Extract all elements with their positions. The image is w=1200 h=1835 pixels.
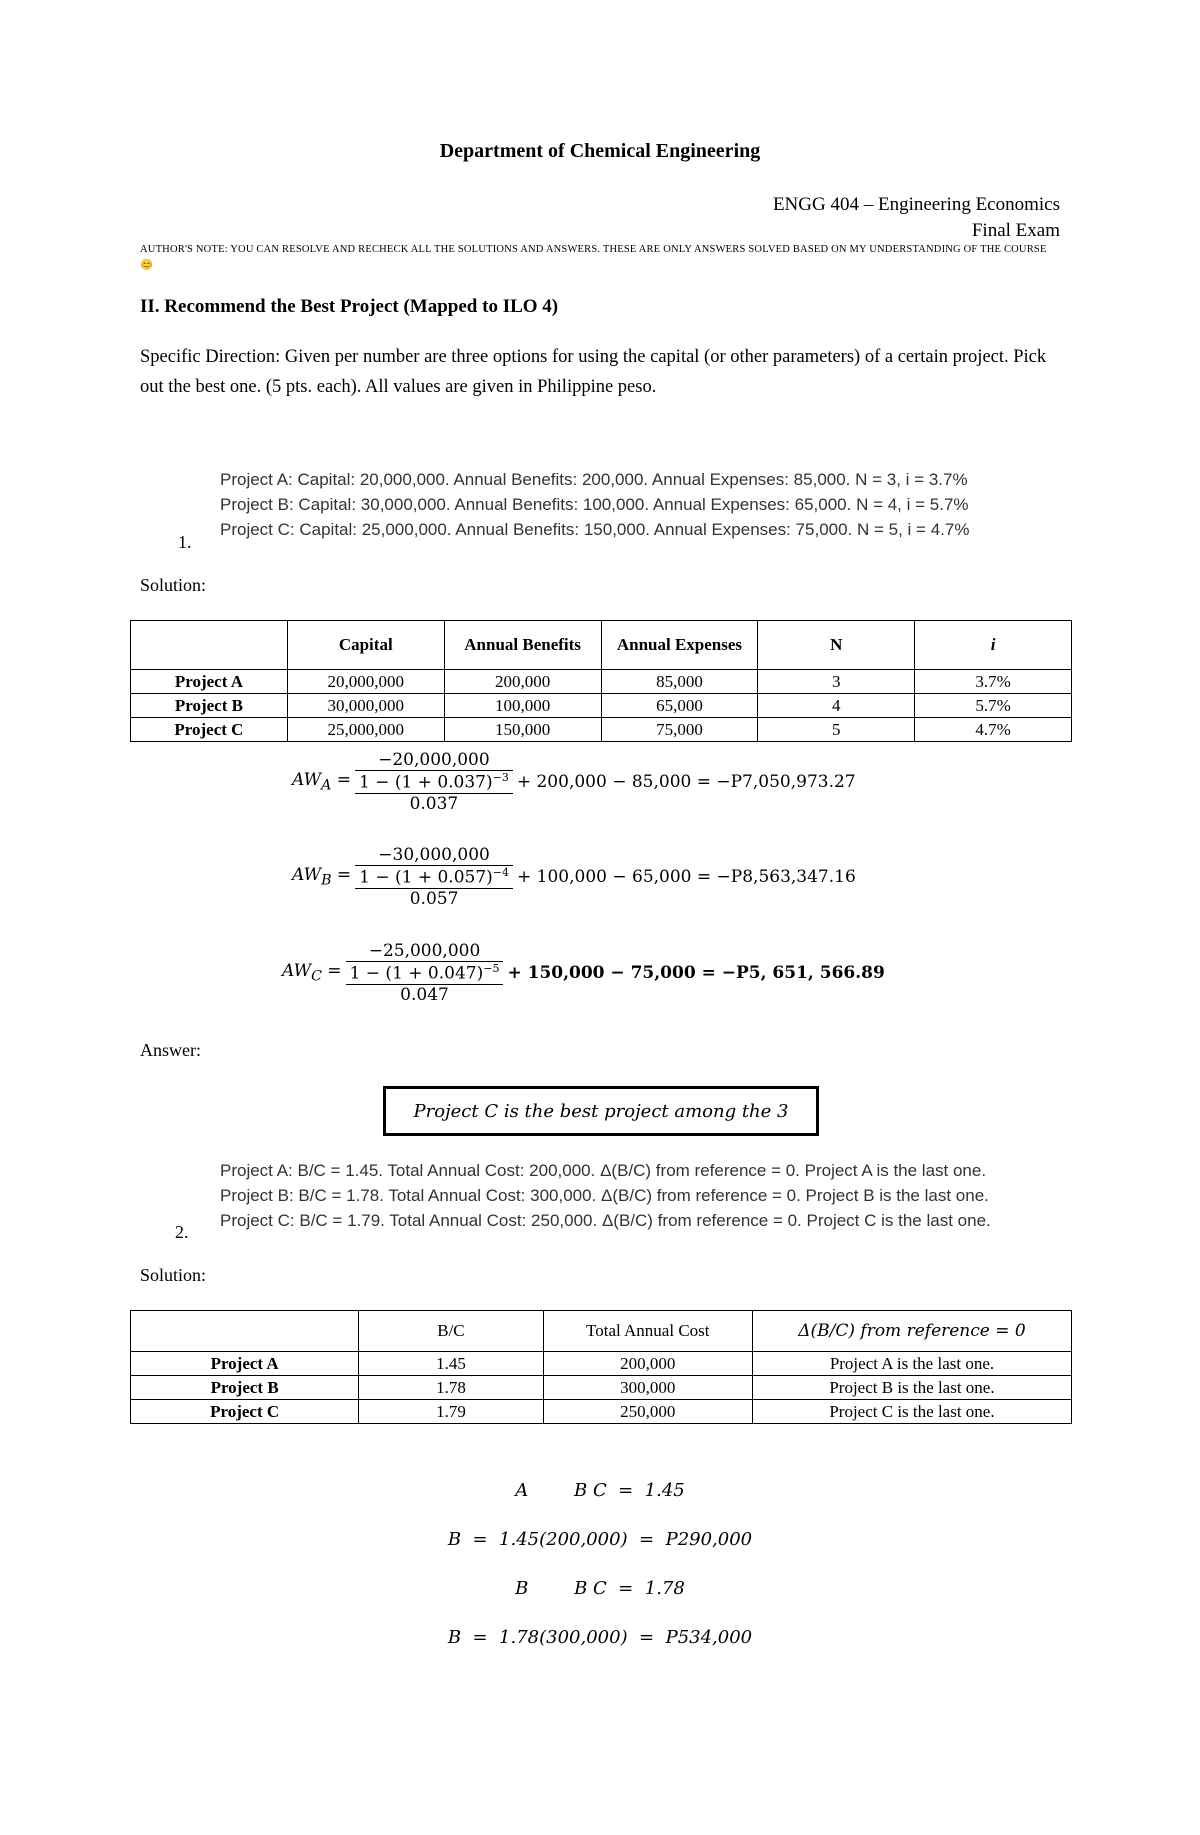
problem2-solution-label: Solution: bbox=[140, 1265, 207, 1285]
table-cell: Project A is the last one. bbox=[752, 1352, 1071, 1376]
table-cell: 20,000,000 bbox=[287, 670, 444, 694]
problem2-table bbox=[130, 1310, 1072, 1424]
table-cell: 30,000,000 bbox=[287, 694, 444, 718]
table-cell: Project A bbox=[131, 670, 288, 694]
table-cell: 5.7% bbox=[915, 694, 1072, 718]
table-cell: Project A bbox=[131, 1352, 359, 1376]
exam-name: Final Exam bbox=[971, 220, 1060, 241]
section-heading: II. Recommend the Best Project (Mapped to ILO 4) bbox=[140, 296, 559, 317]
table-row bbox=[131, 1400, 1072, 1424]
course-name: ENGG 404 – Engineering Economics bbox=[772, 194, 1060, 215]
eq-lhs: $AW_C$ = bbox=[282, 961, 342, 985]
bc-calc-line: A B C = 1.45 bbox=[515, 1480, 685, 1501]
table-header: N bbox=[758, 621, 915, 670]
table-header-row bbox=[131, 1311, 1072, 1352]
eq-rest: + 150,000 − 75,000 = −P5, 651, 566.89 bbox=[507, 962, 885, 983]
table-header: Annual Expenses bbox=[601, 621, 758, 670]
table-header-row bbox=[131, 621, 1072, 670]
table-row bbox=[131, 1376, 1072, 1400]
eq-rest: + 100,000 − 65,000 = −P8,563,347.16 bbox=[517, 866, 856, 887]
eq-fraction: −25,000,000 $1 - (1 + 0.047)^{-5}$ 0.047 bbox=[346, 941, 504, 1005]
table-header bbox=[131, 1311, 359, 1352]
table-header: Capital bbox=[287, 621, 444, 670]
table-cell: 250,000 bbox=[543, 1400, 752, 1424]
table-header: B/C bbox=[359, 1311, 543, 1352]
table-cell: 5 bbox=[758, 718, 915, 742]
table-cell: 200,000 bbox=[543, 1352, 752, 1376]
table-cell: 300,000 bbox=[543, 1376, 752, 1400]
problem1-line-a: Project A: Capital: 20,000,000. Annual Benefits: 200,000. Annual Expenses: 85,000. N = 3, i = 3.7% bbox=[220, 470, 968, 489]
table-cell: 65,000 bbox=[601, 694, 758, 718]
table-row bbox=[131, 670, 1072, 694]
table-header: Total Annual Cost bbox=[543, 1311, 752, 1352]
equation-aw-a bbox=[292, 750, 856, 814]
table-cell: 4 bbox=[758, 694, 915, 718]
table-cell: 3 bbox=[758, 670, 915, 694]
table-cell: Project C bbox=[131, 1400, 359, 1424]
table-cell: 3.7% bbox=[915, 670, 1072, 694]
table-cell: 85,000 bbox=[601, 670, 758, 694]
table-cell: Project B bbox=[131, 694, 288, 718]
author-note: AUTHOR'S NOTE: YOU CAN RESOLVE AND RECHECK ALL THE SOLUTIONS AND ANSWERS. THESE ARE ONLY ANSWERS SOLVED BASED ON MY UNDERSTANDING OF THE COURSE 😊 bbox=[140, 244, 1047, 271]
section-direction: Specific Direction: Given per number are three options for using the capital (or other parameters) of a certain project. Pick out the best one. (5 pts. each). All values are given in Philippine peso. bbox=[140, 347, 1047, 397]
eq-fraction: −30,000,000 $1 - (1 + 0.057)^{-4}$ 0.057 bbox=[355, 845, 513, 909]
table-cell: 1.79 bbox=[359, 1400, 543, 1424]
problem1-table bbox=[130, 620, 1072, 742]
problem1-line-b: Project B: Capital: 30,000,000. Annual Benefits: 100,000. Annual Expenses: 65,000. N = 4, i = 5.7% bbox=[220, 495, 969, 514]
answer-label: Answer: bbox=[140, 1040, 201, 1060]
course-info bbox=[773, 192, 1060, 244]
problem1-line-c: Project C: Capital: 25,000,000. Annual Benefits: 150,000. Annual Expenses: 75,000. N = 5, i = 4.7% bbox=[220, 520, 970, 539]
bc-calc-line: B B C = 1.78 bbox=[515, 1578, 685, 1599]
problem2-number: 2. bbox=[175, 1222, 189, 1242]
table-cell: Project B bbox=[131, 1376, 359, 1400]
bc-calc-line: B = 1.78(300,000) = P534,000 bbox=[447, 1627, 753, 1648]
problem1-number: 1. bbox=[178, 532, 192, 552]
table-cell: 4.7% bbox=[915, 718, 1072, 742]
table-cell: 1.45 bbox=[359, 1352, 543, 1376]
answer-text: Project C is the best project among the 3 bbox=[413, 1100, 789, 1122]
table-row bbox=[131, 1352, 1072, 1376]
table-cell: Project C bbox=[131, 718, 288, 742]
table-cell: 75,000 bbox=[601, 718, 758, 742]
answer-box bbox=[383, 1086, 819, 1136]
eq-rest: + 200,000 − 85,000 = −P7,050,973.27 bbox=[516, 771, 856, 792]
bc-calc-line: B = 1.45(200,000) = P290,000 bbox=[447, 1529, 753, 1550]
eq-lhs: $AW_B$ = bbox=[292, 865, 352, 889]
table-header: Annual Benefits bbox=[444, 621, 601, 670]
table-cell: 25,000,000 bbox=[287, 718, 444, 742]
page-title: Department of Chemical Engineering bbox=[439, 140, 761, 162]
table-cell: 200,000 bbox=[444, 670, 601, 694]
eq-fraction: −20,000,000 $1 - (1 + 0.037)^{-3}$ 0.037 bbox=[355, 750, 513, 814]
table-cell: 100,000 bbox=[444, 694, 601, 718]
eq-lhs: $AW_A$ = bbox=[292, 770, 351, 794]
table-cell: 1.78 bbox=[359, 1376, 543, 1400]
equation-aw-b bbox=[292, 845, 856, 909]
table-cell: Project B is the last one. bbox=[752, 1376, 1071, 1400]
problem1-solution-label: Solution: bbox=[140, 575, 207, 595]
problem2-line-a: Project A: B/C = 1.45. Total Annual Cost: 200,000. Δ(B/C) from reference = 0. Project A is the last one. bbox=[220, 1161, 987, 1180]
problem2-statement bbox=[220, 1158, 991, 1233]
table-cell: Project C is the last one. bbox=[752, 1400, 1071, 1424]
table-header: Δ(B/C) from reference = 0 bbox=[752, 1311, 1071, 1352]
table-row bbox=[131, 694, 1072, 718]
problem2-line-b: Project B: B/C = 1.78. Total Annual Cost: 300,000. Δ(B/C) from reference = 0. Project B is the last one. bbox=[220, 1186, 989, 1205]
equation-aw-c bbox=[282, 941, 885, 1005]
table-row bbox=[131, 718, 1072, 742]
problem1-statement bbox=[220, 467, 969, 542]
table-cell: 150,000 bbox=[444, 718, 601, 742]
table-header: i bbox=[915, 621, 1072, 670]
table-header bbox=[131, 621, 288, 670]
problem2-line-c: Project C: B/C = 1.79. Total Annual Cost: 250,000. Δ(B/C) from reference = 0. Project C is the last one. bbox=[220, 1211, 991, 1230]
